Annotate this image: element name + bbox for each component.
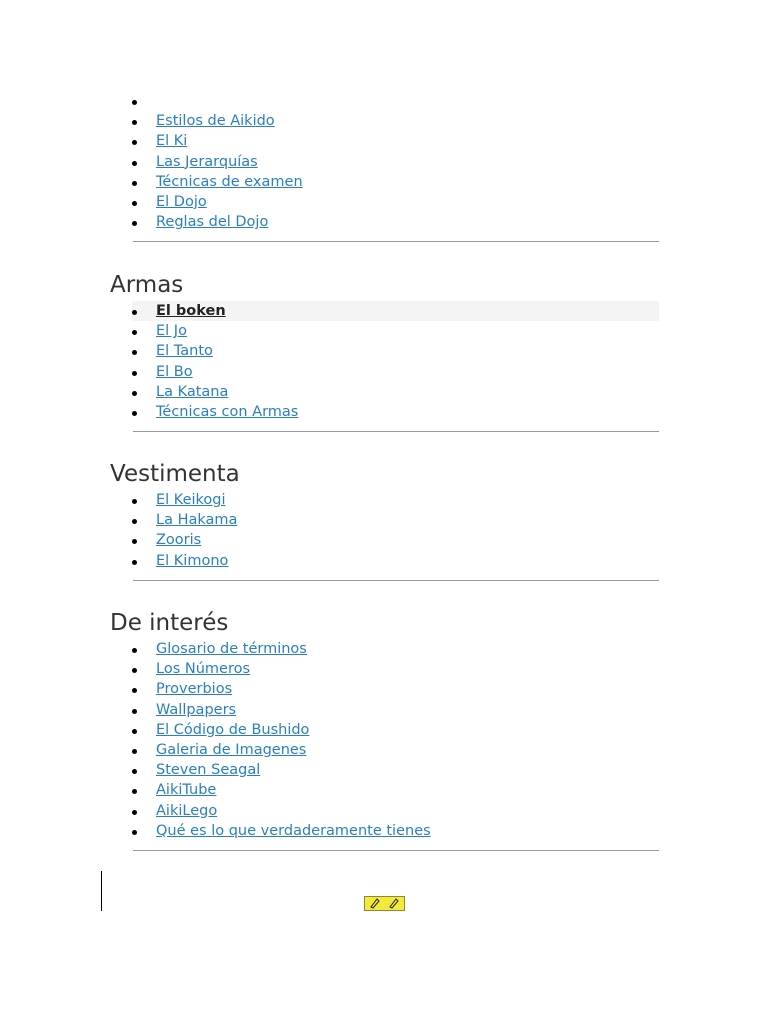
text-cursor-bar — [101, 871, 102, 911]
section-title-vestimenta: Vestimenta — [110, 461, 240, 487]
menu-link-wallpapers[interactable]: Wallpapers — [156, 701, 237, 718]
list-item — [0, 659, 503, 679]
menu-link-el-keikogi[interactable]: El Keikogi — [156, 492, 226, 508]
menu-link-glosario[interactable]: Glosario de términos — [156, 641, 307, 657]
interes-menu-list — [0, 639, 768, 841]
list-item — [0, 551, 503, 571]
menu-link-que-es-lo-que-verdaderamente-tienes[interactable]: Qué es lo que verdaderamente tienes — [156, 822, 431, 839]
menu-link-zooris[interactable]: Zooris — [156, 532, 202, 549]
menu-link-los-numeros[interactable]: Los Números — [156, 661, 251, 678]
list-item — [0, 192, 503, 212]
list-item — [0, 510, 503, 530]
menu-link-codigo-de-bushido[interactable]: El Código de Bushido — [156, 721, 310, 738]
section-title-armas: Armas — [110, 272, 184, 298]
menu-link-tecnicas-con-armas[interactable]: Técnicas con Armas — [156, 403, 299, 420]
menu-link-la-katana[interactable]: La Katana — [156, 383, 229, 400]
list-item — [0, 740, 503, 760]
list-item — [0, 700, 503, 720]
section-title-de-interes: De interés — [110, 610, 229, 636]
menu-link-galeria-de-imagenes[interactable]: Galeria de Imagenes — [156, 741, 307, 758]
list-item — [0, 111, 503, 131]
menu-link-la-hakama[interactable]: La Hakama — [156, 512, 238, 529]
menu-link-el-tanto[interactable]: El Tanto — [156, 343, 213, 360]
list-item-active — [132, 301, 659, 321]
pencil-icon[interactable] — [387, 898, 401, 909]
main-menu — [0, 91, 768, 232]
menu-link-el-jo[interactable]: El Jo — [156, 323, 187, 340]
menu-link-proverbios[interactable]: Proverbios — [156, 681, 233, 698]
list-item — [0, 639, 503, 659]
list-item — [0, 321, 503, 341]
list-item — [0, 172, 503, 192]
list-item — [0, 490, 503, 510]
menu-link-steven-seagal[interactable]: Steven Seagal — [156, 762, 261, 779]
menu-link-aikilego[interactable]: AikiLego — [156, 802, 218, 819]
list-item — [0, 760, 503, 780]
menu-link-el-bo[interactable]: El Bo — [156, 363, 193, 380]
list-item — [0, 91, 503, 111]
list-item — [0, 382, 503, 402]
section-divider — [133, 580, 659, 581]
list-item — [0, 530, 503, 550]
list-item — [0, 720, 503, 740]
list-item — [0, 821, 503, 841]
list-item — [0, 131, 503, 151]
section-divider — [133, 431, 659, 432]
interes-menu — [0, 639, 768, 841]
menu-link-el-dojo[interactable]: El Dojo — [156, 193, 207, 210]
menu-link-el-boken[interactable]: El boken — [156, 303, 226, 319]
list-item — [0, 362, 503, 382]
list-item — [0, 801, 503, 821]
menu-link-tecnicas-de-examen[interactable]: Técnicas de examen — [156, 173, 303, 190]
list-item — [0, 212, 503, 232]
menu-link-aikitube[interactable]: AikiTube — [156, 782, 217, 799]
edit-buttons[interactable] — [364, 896, 405, 911]
list-item — [0, 152, 503, 172]
menu-link-el-ki[interactable]: El Ki — [156, 133, 188, 150]
menu-link-las-jerarquias[interactable]: Las Jerarquías — [156, 153, 258, 170]
section-divider — [133, 850, 659, 851]
armas-menu-list — [0, 301, 768, 422]
menu-link-estilos-de-aikido[interactable]: Estilos de Aikido — [156, 113, 275, 130]
main-menu-list — [0, 91, 768, 232]
vestimenta-menu — [0, 490, 768, 571]
menu-link-el-kimono[interactable]: El Kimono — [156, 552, 229, 569]
armas-menu — [0, 301, 768, 422]
pencil-icon[interactable] — [368, 898, 382, 909]
vestimenta-menu-list — [0, 490, 768, 571]
list-item — [0, 341, 503, 361]
menu-link-reglas-del-dojo[interactable]: Reglas del Dojo — [156, 214, 269, 231]
list-item — [0, 780, 503, 800]
section-divider — [133, 241, 659, 242]
list-item — [0, 679, 503, 699]
list-item — [0, 402, 503, 422]
